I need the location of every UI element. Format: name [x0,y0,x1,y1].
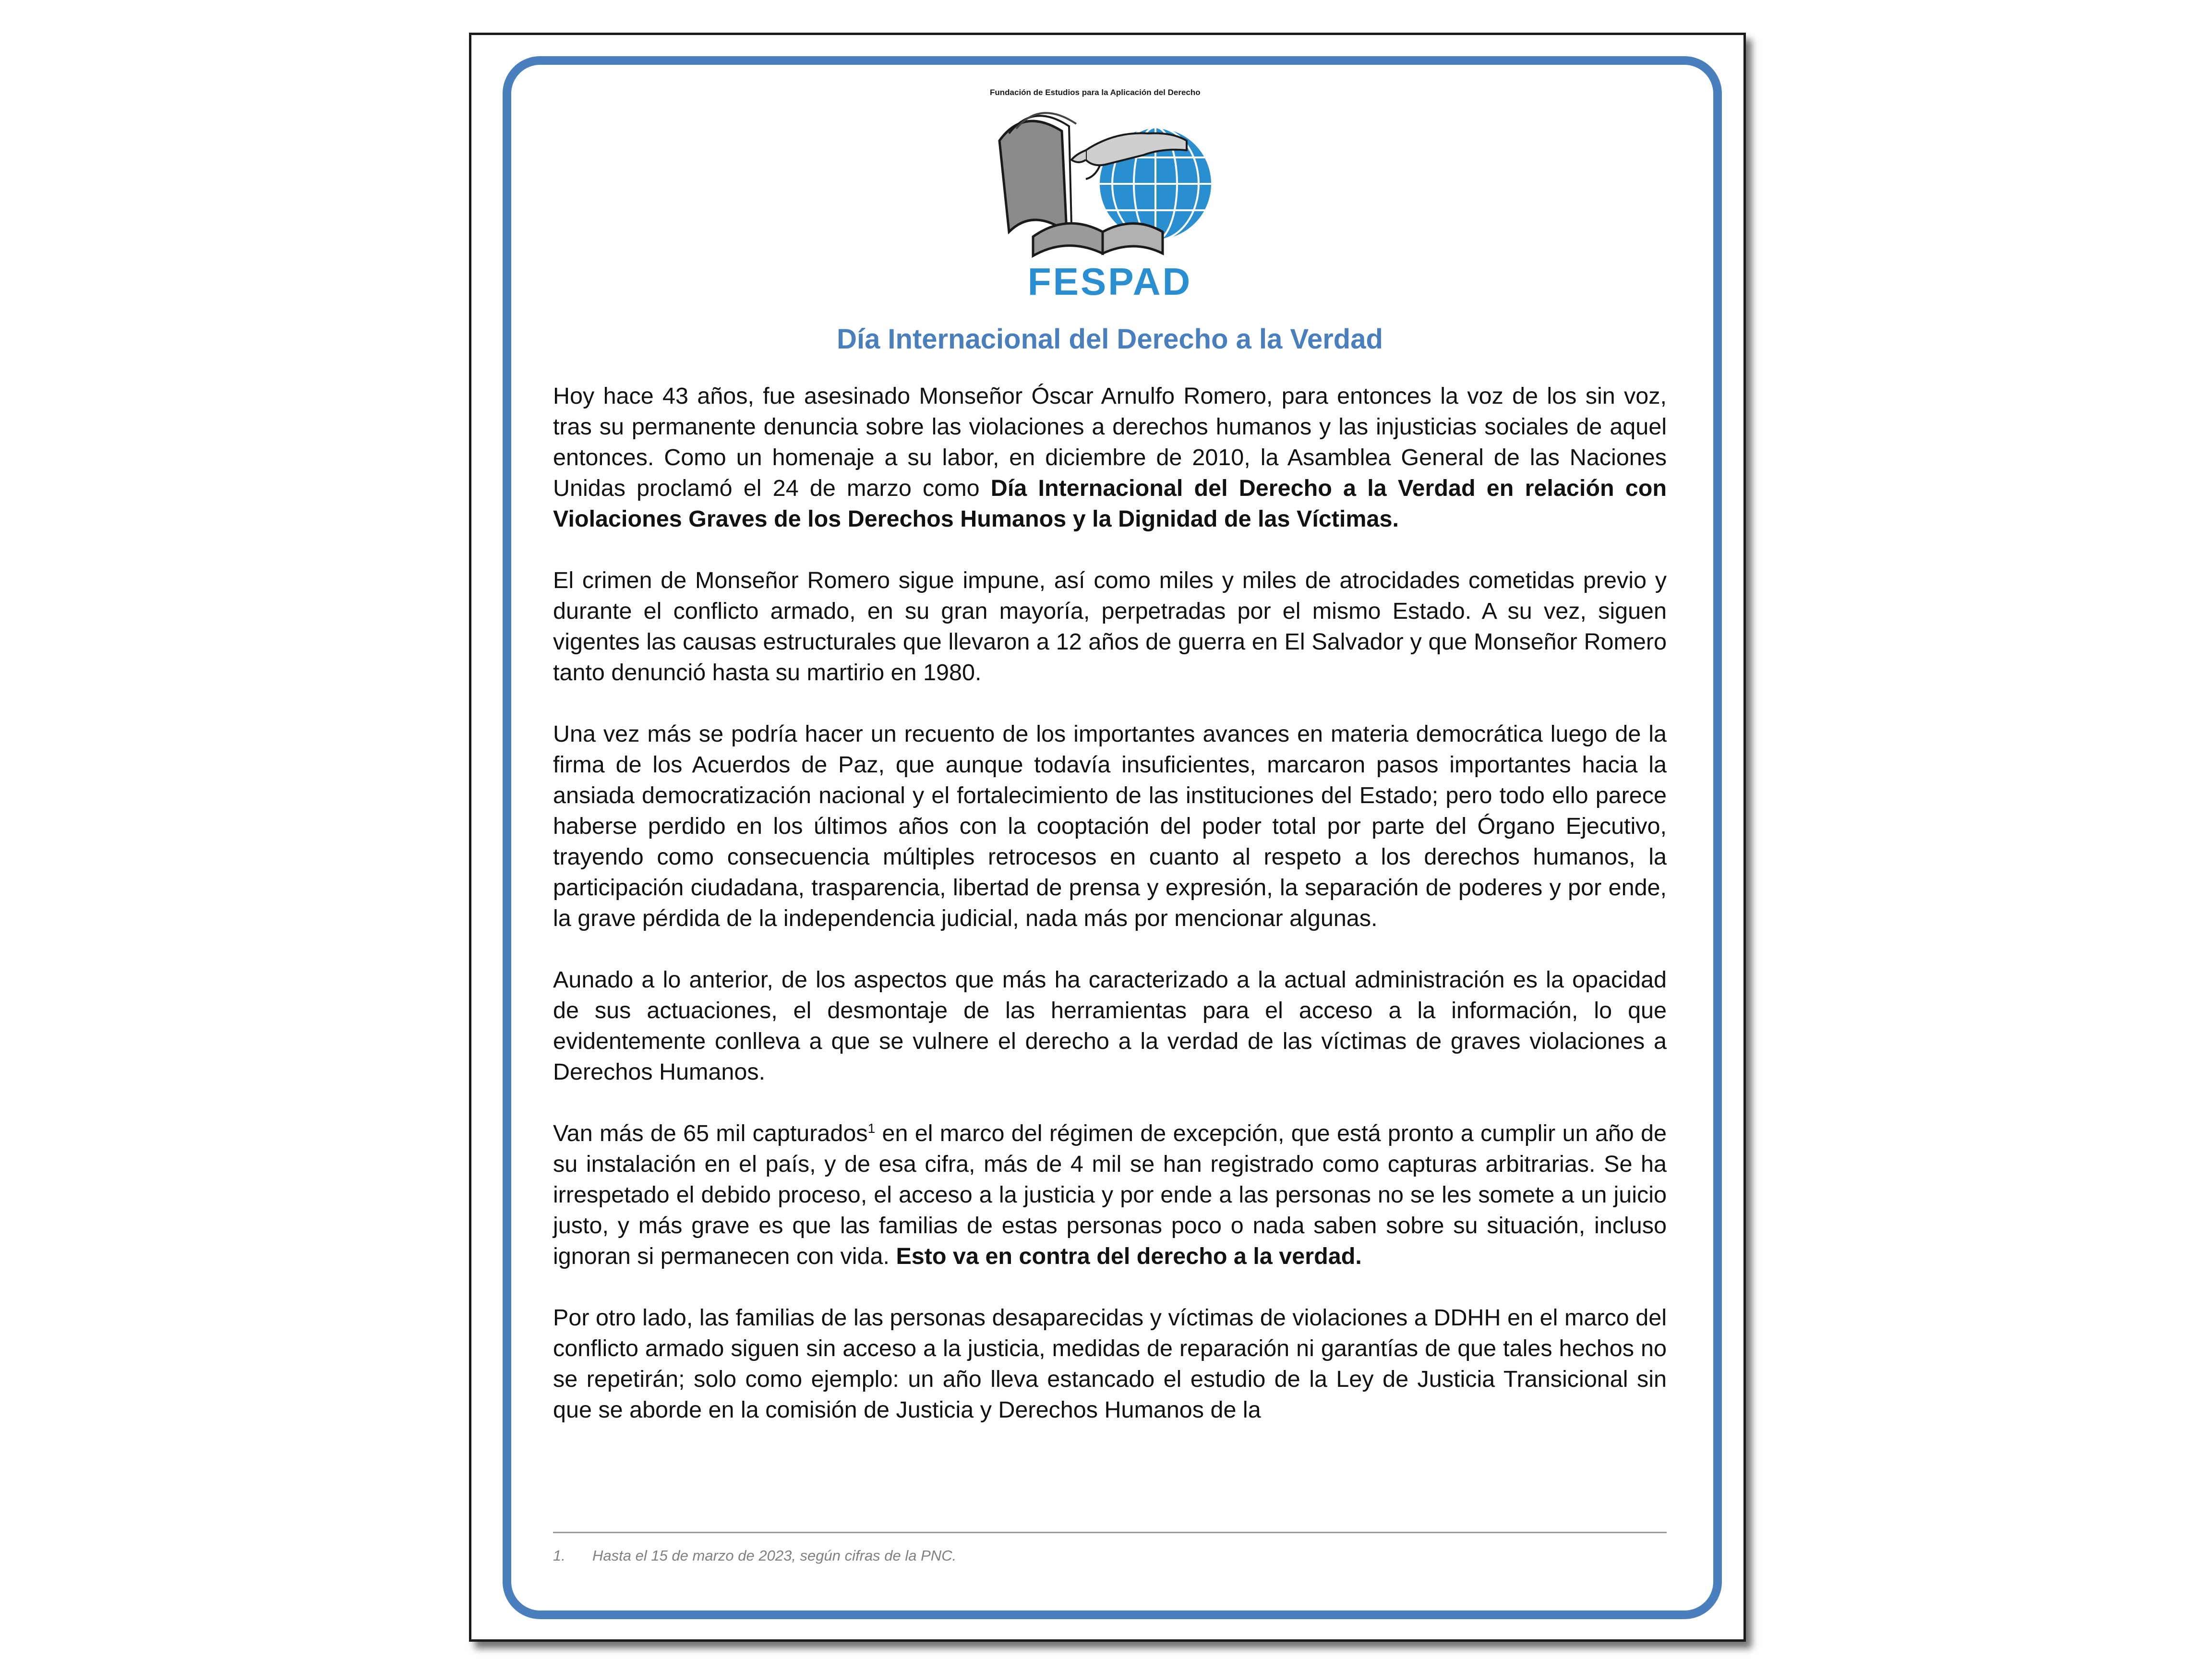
document-body [553,381,1667,1456]
paragraph-4: Aunado a lo anterior, de los aspectos que más ha caracterizado a la actual administración es la opacidad de sus actuaciones, el desmontaje de las herramientas para el acceso a la información, lo que evidentemente conlleva a que se vulnere el derecho a la verdad de las víctimas de graves violaciones a Derechos Humanos. [553,967,1667,1085]
document-title: Día Internacional del Derecho a la Verdad [837,324,1383,355]
footnote-text: Hasta el 15 de marzo de 2023, según cifras de la PNC. [592,1547,957,1564]
paragraph-6: Por otro lado, las familias de las personas desaparecidas y víctimas de violaciones a DDHH en el marco del conflicto armado siguen sin acceso a la justicia, medidas de reparación ni garantías de que tales hechos no se repetirán; solo como ejemplo: un año lleva estancado el estudio de la Ley de Justicia Transicional sin que se aborde en la comisión de Justicia y Derechos Humanos de la [553,1305,1667,1423]
fespad-logo [990,88,1230,303]
paragraph-3: Una vez más se podría hacer un recuento de los importantes avances en materia democrática luego de la firma de los Acuerdos de Paz, que aunque todavía insuficientes, marcaron pasos importantes hacia la ansiada democratización nacional y el fortalecimiento de las instituciones del Estado; pero todo ello parece haberse perdido en los últimos años con la cooptación del poder total por parte del Órgano Ejecutivo, trayendo como consecuencia múltiples retrocesos en cuanto al respeto a los derechos humanos, la participación ciudadana, trasparencia, libertad de prensa y expresión, la separación de poderes y por ende, la grave pérdida de la independencia judicial, nada más por mencionar algunas. [553,721,1667,931]
footnote-reference[interactable]: 1 [867,1120,876,1136]
logo-organization-name: Fundación de Estudios para la Aplicación del Derecho [990,88,1201,97]
paragraph-2: El crimen de Monseñor Romero sigue impune, así como miles y miles de atrocidades cometidas previo y durante el conflicto armado, en su gran mayoría, perpetradas por el mismo Estado. A su vez, siguen vigentes las causas estructurales que llevaron a 12 años de guerra en El Salvador y que Monseñor Romero tanto denunció hasta su martirio en 1980. [553,567,1667,685]
footnote-divider [553,1532,1667,1533]
paragraph-1-emphasis: Día Internacional del Derecho a la Verdad en relación con Violaciones Graves de los Derechos Humanos y la Dignidad de las Víctimas. [553,475,1667,532]
paragraph-5-emphasis: Esto va en contra del derecho a la verdad. [896,1243,1362,1269]
footnote [553,1547,1667,1564]
footnote-number: 1. [553,1547,565,1564]
document-page [469,33,1746,1642]
logo-wordmark: FESPAD [1027,260,1192,303]
paragraph-1: Hoy hace 43 años, fue asesinado Monseñor Óscar Arnulfo Romero, para entonces la voz de los sin voz, tras su permanente denuncia sobre las violaciones a derechos humanos y las injusticias sociales de aquel entonces. Como un homenaje a su labor, en diciembre de 2010, la Asamblea General de las Naciones Unidas proclamó el 24 de marzo como Día Internacional del Derecho a la Verdad en relación con Violaciones Graves de los Derechos Humanos y la Dignidad de las Víctimas. [553,383,1667,532]
paragraph-5: Van más de 65 mil capturados$^1$ en el marco del régimen de excepción, que está pronto a cumplir un año de su instalación en el país, y de esa cifra, más de 4 mil se han registrado como capturas arbitrarias. Se ha irrespetado el debido proceso, el acceso a la justicia y por ende a las personas no se les somete a un juicio justo, y más grave es que las familias de estas personas poco o nada saben sobre su situación, incluso ignoran si permanecen con vida. Esto va en contra del derecho a la verdad. [553,1120,1667,1269]
